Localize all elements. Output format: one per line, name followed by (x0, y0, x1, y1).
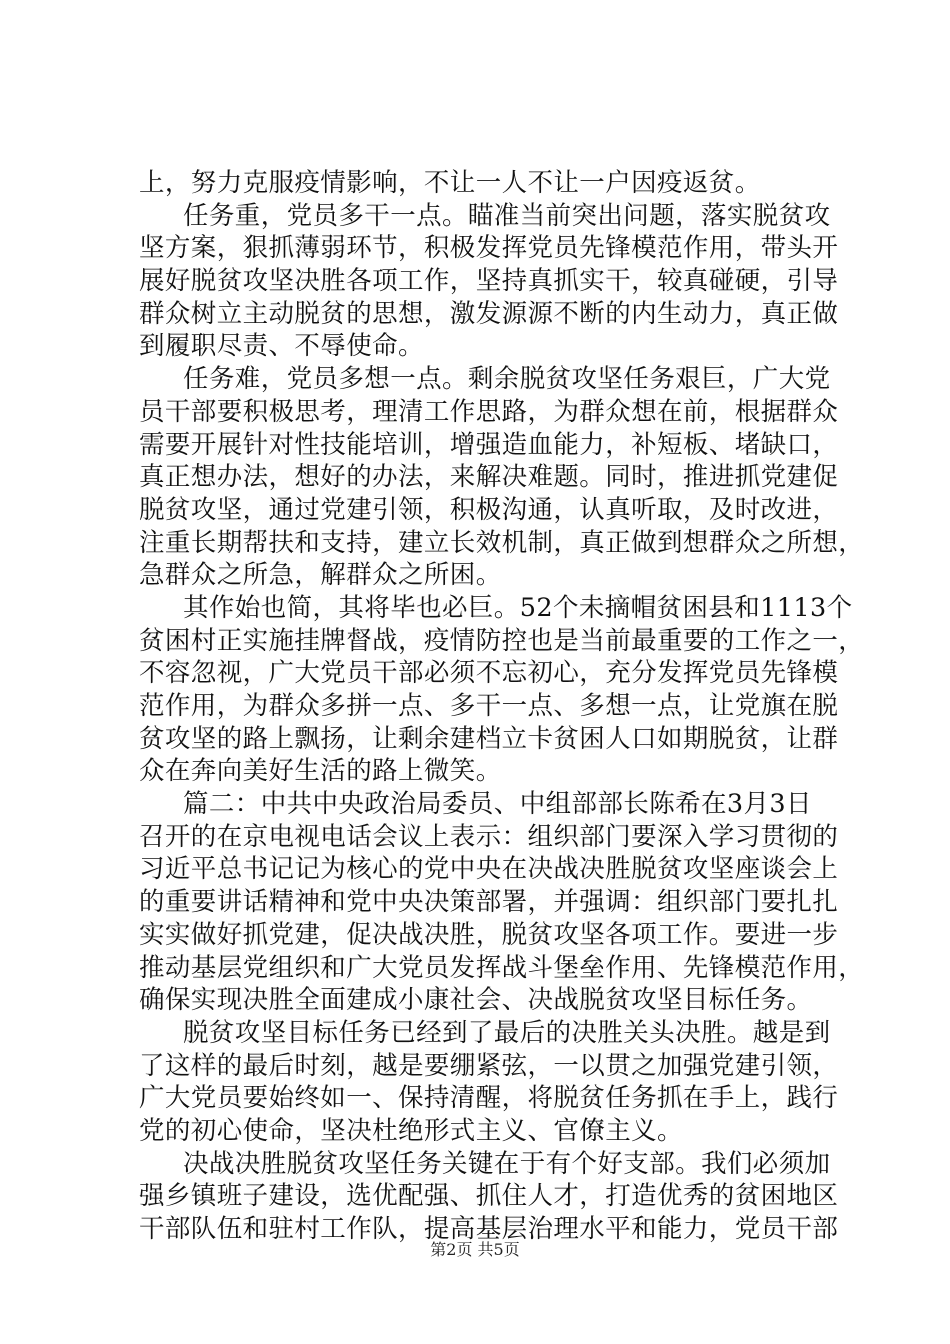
paragraph-first-line: 其作始也简，其将毕也必巨。52个未摘帽贫困县和1113个 (183, 592, 853, 623)
text-line: 广大党员要始终如一、保持清醒，将脱贫任务抓在手上，践行 (139, 1083, 839, 1114)
text-line: 坚方案，狠抓薄弱环节，积极发挥党员先锋模范作用，带头开 (139, 233, 839, 264)
text-line: 展好脱贫攻坚决胜各项工作，坚持真抓实干，较真碰硬，引导 (139, 266, 839, 297)
text-line: 注重长期帮扶和支持，建立长效机制，真正做到想群众之所想， (139, 527, 865, 558)
text-line: 范作用，为群众多拼一点、多干一点、多想一点，让党旗在脱 (139, 691, 839, 721)
text-line: 到履职尽责、不辱使命。 (139, 331, 424, 362)
text-line: 贫攻坚的路上飘扬，让剩余建档立卡贫困人口如期脱贫，让群 (139, 723, 839, 754)
text-line: 不容忽视，广大党员干部必须不忘初心，充分发挥党员先锋模 (139, 658, 839, 689)
text-line: 贫困村正实施挂牌督战，疫情防控也是当前最重要的工作之一， (139, 625, 865, 656)
text-line: 的重要讲话精神和党中央决策部署，并强调：组织部门要扎扎 (139, 887, 839, 918)
text-line: 实实做好抓党建，促决战决胜，脱贫攻坚各项工作。要进一步 (139, 919, 839, 950)
text-line: 上，努力克服疫情影响，不让一人不让一户因疫返贫。 (139, 168, 761, 198)
text-line: 干部队伍和驻村工作队，提高基层治理水平和能力，党员干部 (139, 1214, 839, 1244)
text-line: 党的初心使命，坚决杜绝形式主义、官僚主义。 (139, 1115, 683, 1146)
paragraph-first-line: 篇二：中共中央政治局委员、中组部部长陈希在3月3日 (183, 789, 812, 820)
text-line: 需要开展针对性技能培训，增强造血能力，补短板、堵缺口， (139, 429, 839, 460)
page-number-footer: 第2页 共5页 (430, 1240, 520, 1259)
text-line: 习近平总书记记为核心的党中央在决战决胜脱贫攻坚座谈会上 (139, 854, 839, 885)
text-line: 真正想办法，想好的办法，来解决难题。同时，推进抓党建促 (139, 462, 839, 493)
text-line: 强乡镇班子建设，选优配强、抓住人才，打造优秀的贫困地区 (139, 1181, 839, 1212)
document-body (139, 167, 865, 1246)
text-line: 众在奔向美好生活的路上微笑。 (139, 756, 502, 787)
paragraph-first-line: 决战决胜脱贫攻坚任务关键在于有个好支部。我们必须加 (183, 1148, 831, 1179)
paragraph-first-line: 脱贫攻坚目标任务已经到了最后的决胜关头决胜。越是到 (183, 1017, 831, 1048)
text-line: 推动基层党组织和广大党员发挥战斗堡垒作用、先锋模范作用， (139, 952, 865, 983)
text-line: 员干部要积极思考，理清工作思路，为群众想在前，根据群众 (139, 396, 839, 427)
text-line: 脱贫攻坚，通过党建引领，积极沟通，认真听取，及时改进， (139, 494, 839, 525)
text-line: 急群众之所急，解群众之所困。 (139, 560, 502, 591)
paragraph-first-line: 任务难，党员多想一点。剩余脱贫攻坚任务艰巨，广大党 (183, 364, 831, 395)
text-line: 群众树立主动脱贫的思想，激发源源不断的内生动力，真正做 (139, 298, 839, 329)
text-line: 确保实现决胜全面建成小康社会、决战脱贫攻坚目标任务。 (139, 985, 813, 1016)
paragraph-first-line: 任务重，党员多干一点。瞄准当前突出问题，落实脱贫攻 (183, 200, 831, 231)
text-line: 召开的在京电视电话会议上表示：组织部门要深入学习贯彻的 (139, 821, 839, 852)
text-line: 了这样的最后时刻，越是要绷紧弦，一以贯之加强党建引领， (139, 1050, 839, 1081)
